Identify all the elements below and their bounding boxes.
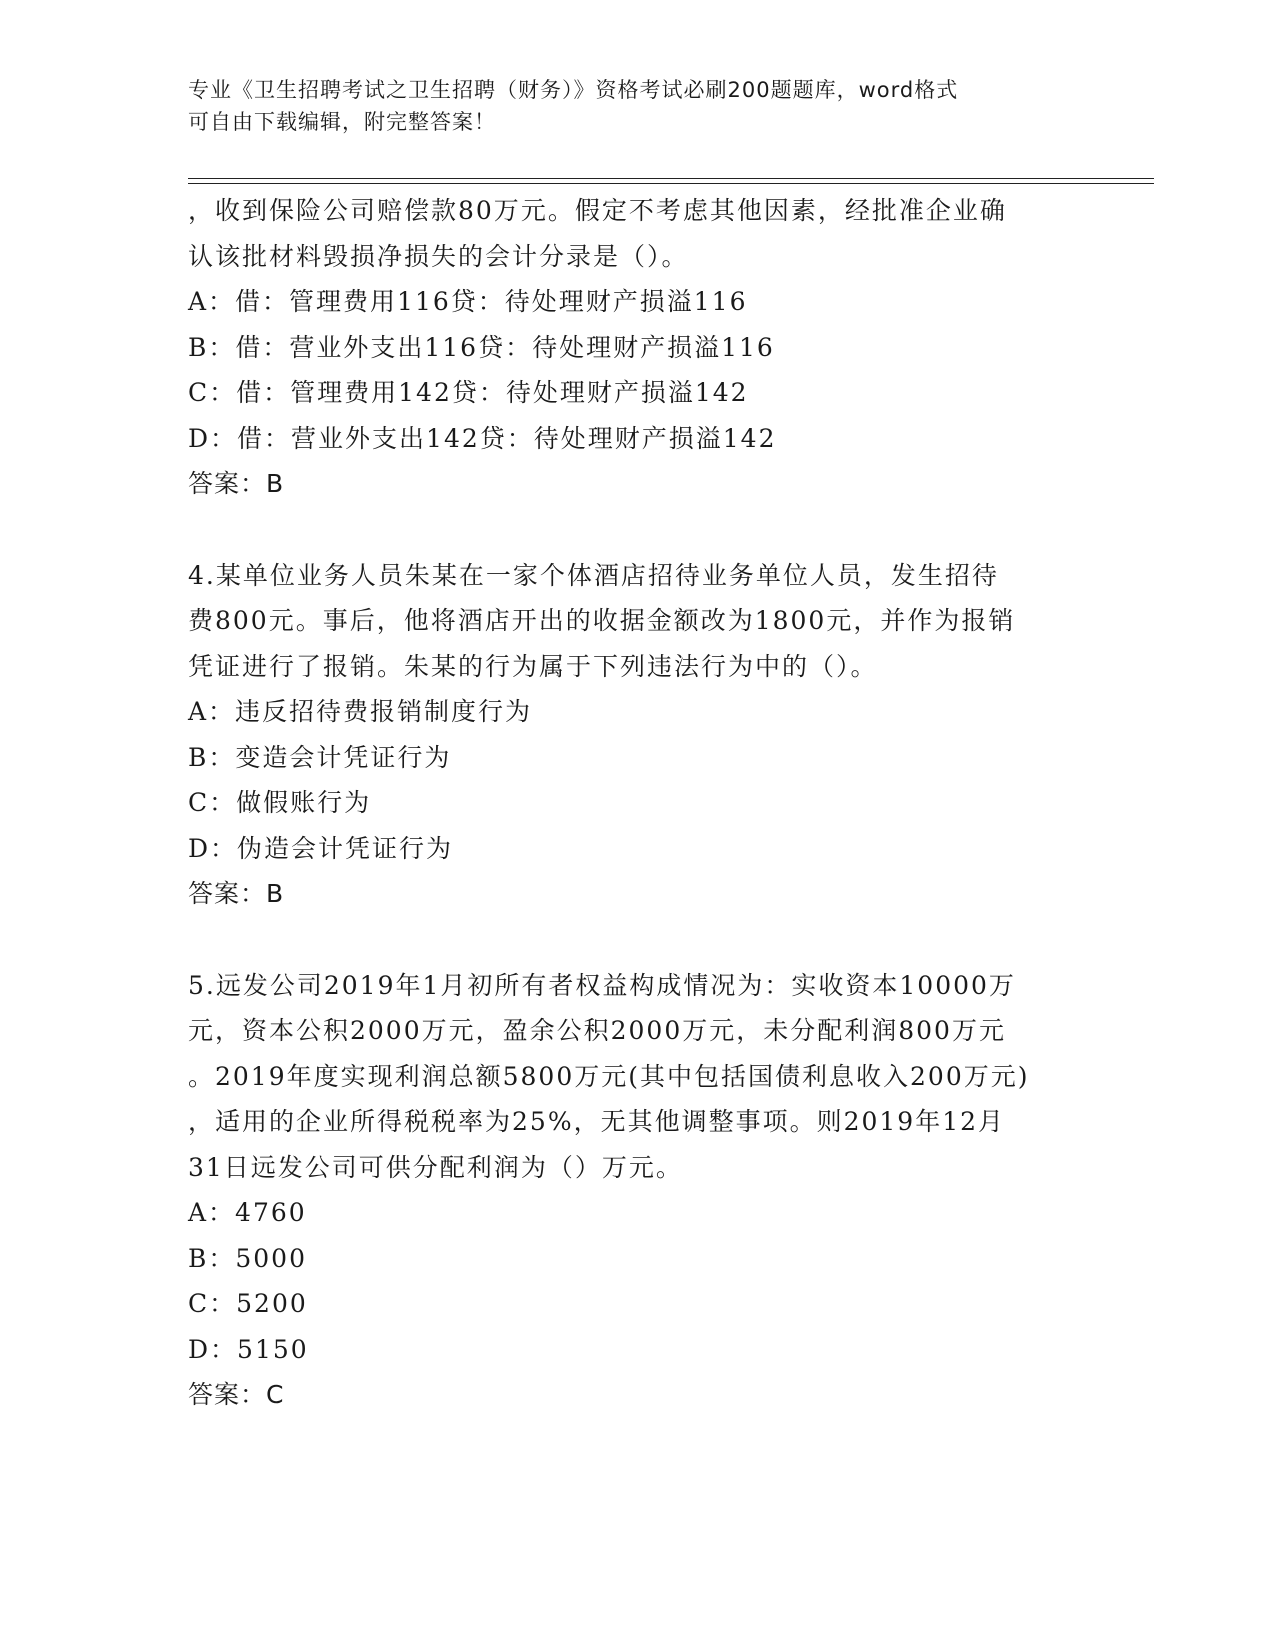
option-a: A：4760 — [188, 1198, 307, 1227]
document-body — [188, 188, 1088, 1418]
option-c: C：做假账行为 — [188, 788, 372, 817]
question-stem-line: 费800元。事后，他将酒店开出的收据金额改为1800元，并作为报销 — [188, 606, 1016, 635]
question-stem-line: 31日远发公司可供分配利润为（）万元。 — [188, 1152, 683, 1182]
answer-line: 答案：B — [188, 469, 285, 498]
question-stem-line: 认该批材料毁损净损失的会计分录是（）。 — [188, 241, 689, 271]
answer-line: 答案：C — [188, 1380, 285, 1409]
option-b: B：借：营业外支出116贷：待处理财产损溢116 — [188, 332, 775, 362]
question-5 — [188, 963, 1088, 1418]
option-a: A：违反招待费报销制度行为 — [188, 697, 533, 726]
question-stem-line: 元，资本公积2000万元，盈余公积2000万元，未分配利润800万元 — [188, 1016, 1006, 1045]
option-d: D：伪造会计凭证行为 — [188, 833, 454, 863]
option-b: B：5000 — [188, 1243, 307, 1273]
option-b: B：变造会计凭证行为 — [188, 742, 452, 772]
option-a: A：借：管理费用116贷：待处理财产损溢116 — [188, 287, 748, 316]
question-stem-line: 4.某单位业务人员朱某在一家个体酒店招待业务单位人员，发生招待 — [188, 560, 999, 590]
option-d: D：5150 — [188, 1334, 309, 1364]
document-header — [188, 74, 1088, 138]
question-stem-line: 。2019年度实现利润总额5800万元(其中包括国债利息收入200万元) — [188, 1061, 1030, 1091]
question-spacer — [188, 507, 1088, 553]
question-spacer — [188, 917, 1088, 963]
header-line-1: 专业《卫生招聘考试之卫生招聘（财务）》资格考试必刷200题题库，word格式 — [188, 78, 959, 102]
answer-line: 答案：B — [188, 879, 285, 908]
header-line-2: 可自由下载编辑，附完整答案！ — [188, 110, 496, 134]
question-stem-line: ，收到保险公司赔偿款80万元。假定不考虑其他因素，经批准企业确 — [188, 196, 1007, 225]
question-stem-line: 5.远发公司2019年1月初所有者权益构成情况为：实收资本10000万 — [188, 970, 1016, 1000]
option-c: C：借：管理费用142贷：待处理财产损溢142 — [188, 378, 749, 407]
question-stem-line: 凭证进行了报销。朱某的行为属于下列违法行为中的（）。 — [188, 651, 878, 681]
header-divider-top — [188, 178, 1154, 179]
option-d: D：借：营业外支出142贷：待处理财产损溢142 — [188, 423, 777, 453]
question-3 — [188, 188, 1088, 507]
question-4 — [188, 553, 1088, 917]
question-stem-line: ，适用的企业所得税税率为25%，无其他调整事项。则2019年12月 — [188, 1107, 1006, 1136]
option-c: C：5200 — [188, 1289, 308, 1318]
header-divider-bottom — [188, 183, 1154, 184]
